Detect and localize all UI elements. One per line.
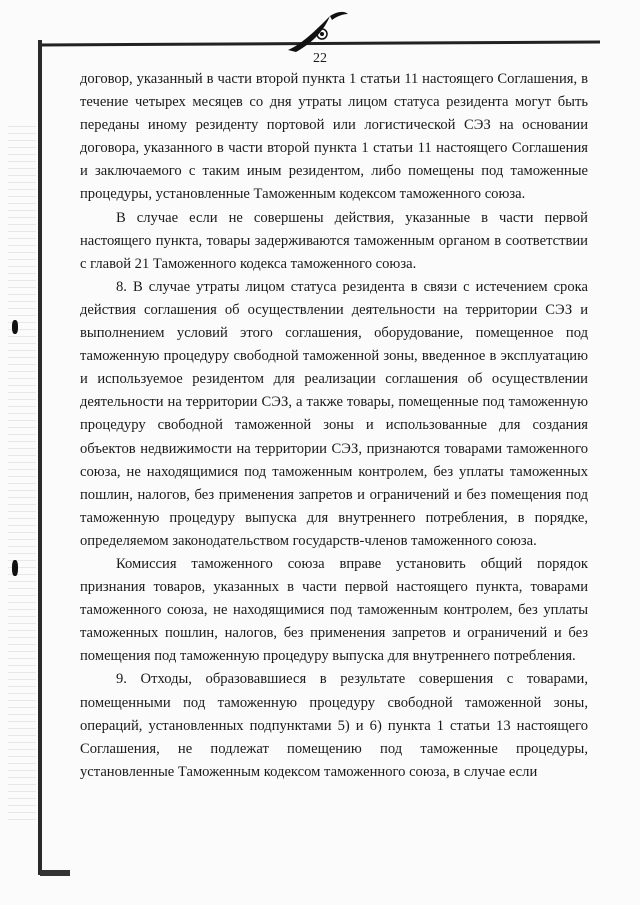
page-number: 22 — [313, 51, 327, 66]
scan-noise — [8, 120, 36, 820]
paragraph: 9. Отходы, образовавшиеся в результате совершения с товарами, помещенными под таможенную процедуру свободной таможенной зоны, операций, установленных подпунктами 5) и 6) пункта 1 статьи 13 настоящего Соглашения, не подлежат помещению под таможенные процедуры, установленные Таможенным кодексом таможенного союза, в случае если — [80, 671, 588, 780]
scan-mark — [12, 560, 18, 576]
paragraph: 8. В случае утраты лицом статуса резидента в связи с истечением срока действия соглашения об осуществлении деятельности на территории СЭЗ и выполнением условий этого соглашения, оборудование, помещенное под таможенную процедуру свободной таможенной зоны, введенное в эксплуатацию и используемое резидентом для реализации соглашения об осуществлении деятельности на территории СЭЗ, а также товары, помещенные под таможенную процедуру свободной таможенной зоны и использованные для создания объектов недвижимости на территории СЭЗ, признаются товарами таможенного союза, не находящимися под таможенным контролем, без уплаты таможенных пошлин, налогов, без применения запретов и ограничений и без помещения под таможенную процедуру выпуска для внутреннего потребления, в порядке, определяемом законодательством государств-членов таможенного союза. — [80, 278, 588, 549]
scan-mark — [12, 320, 18, 334]
body-text — [80, 68, 588, 784]
paragraph: Комиссия таможенного союза вправе установить общий порядок признания товаров, указанных в части первой настоящего пункта, товарами таможенного союза, не находящимися под таможенным контролем, без уплаты таможенных пошлин, налогов, без применения запретов и ограничений и без помещения под таможенную процедуру выпуска для внутреннего потребления. — [80, 555, 588, 665]
paragraph: В случае если не совершены действия, указанные в части первой настоящего пункта, товары задерживаются таможенным органом в соответствии с главой 21 Таможенного кодекса таможенного союза. — [80, 209, 588, 272]
page-border-bottom — [40, 870, 70, 876]
paragraph: договор, указанный в части второй пункта 1 статьи 11 настоящего Соглашения, в течение четырех месяцев со дня утраты лицом статуса резидента могут быть переданы иному резиденту портовой или логистической СЭЗ на основании договора, указанного в части второй пункта 1 статьи 11 настоящего Соглашения и заключаемого с таким иным резидентом, либо помещены под таможенные процедуры, установленные Таможенным кодексом таможенного союза. — [80, 71, 588, 203]
page-border-left — [38, 40, 42, 875]
